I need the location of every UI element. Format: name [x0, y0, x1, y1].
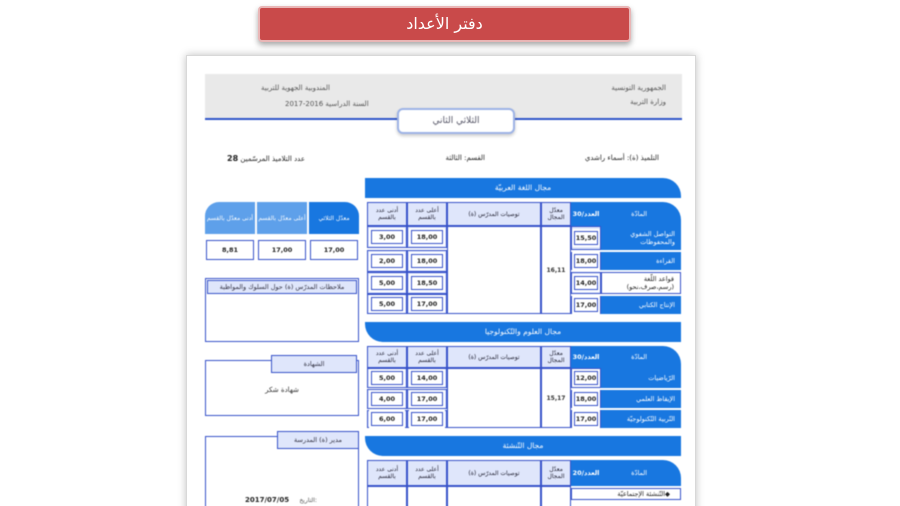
subject-writing: الإنتاج الكتابي [601, 296, 681, 314]
max-technology: 17,00 [411, 412, 443, 426]
max-grammar: 18,50 [411, 276, 443, 290]
section-arabic-title: مجال اللغة العربيّة [365, 178, 681, 198]
summary-block [205, 202, 359, 260]
col-domain-avg-header: معدّل المجال [541, 202, 571, 226]
col-grade-header-2: العدد/30 [571, 346, 601, 368]
enrolled-row [227, 154, 305, 163]
min-math: 5,00 [371, 371, 403, 385]
student-label: التلميذ (ة): [626, 154, 659, 162]
date-value: 2017/07/05 [245, 496, 290, 504]
header-school-line: المندوبية الجهوية للتربية [261, 84, 330, 92]
student-section-row [446, 154, 485, 162]
max-oral: 18,00 [411, 230, 443, 244]
header-ministry-subline: وزارة التربية [630, 98, 666, 106]
summary-header-class-min: أدنى معدّل بالقسم [205, 202, 255, 234]
header-year-line: السنة الدراسية 2016-2017 [285, 100, 369, 108]
bullet-icon: ◆ [665, 490, 670, 498]
max-writing: 17,00 [411, 297, 443, 311]
grade-writing: 17,00 [574, 298, 598, 312]
col-notes-header-3: توصيات المدرّس (ة) [447, 460, 541, 486]
min-reading: 2,00 [371, 254, 403, 268]
director-label: مدير (ة) المدرسة [277, 431, 359, 449]
section-arabic-domain-avg: 16,11 [541, 226, 571, 314]
enrolled-label: عدد التلاميذ المرسّمين [240, 155, 306, 163]
col-subject-header-2: المادّة [571, 346, 681, 368]
col-max-header-2: أعلى عدد بالقسم [407, 346, 447, 368]
max-science: 17,00 [411, 392, 443, 406]
grade-grammar: 14,00 [574, 276, 598, 290]
col-min-header-3: أدنى عدد بالقسم [367, 460, 407, 486]
min-science: 4,00 [371, 392, 403, 406]
summary-value-class-max: 17,00 [258, 240, 306, 260]
section-science-notes [447, 368, 541, 428]
grade-math: 12,00 [574, 371, 598, 385]
student-name: أسماء راشدي [584, 154, 625, 162]
subject-math: الرّياضيات [601, 368, 681, 388]
date-row [245, 496, 317, 504]
section-value: الثالثة [445, 154, 462, 162]
subject-grammar: قواعد اللّغة (رسم،صرف،نحو) [601, 272, 681, 294]
col-min-header: أدنى عدد بالقسم [367, 202, 407, 226]
app-title-banner: دفتر الأعداد [258, 6, 631, 42]
student-name-row [585, 154, 659, 162]
grade-reading: 18,00 [574, 254, 598, 268]
section-arabic-notes [447, 226, 541, 314]
section-science-title: مجال العلوم والتّكنولوجيا [365, 322, 681, 342]
subject-science: الإيقاظ العلمي [601, 390, 681, 408]
enrolled-value: 28 [227, 154, 239, 163]
max-math: 14,00 [411, 371, 443, 385]
min-grammar: 5,00 [371, 276, 403, 290]
subject-social-label: التّنشئة الإجتماعيّة [617, 490, 665, 498]
section-social-domain-avg [541, 486, 571, 506]
subject-social [571, 488, 681, 500]
min-social [367, 486, 407, 506]
report-title: الثلاثي الثاني [397, 108, 515, 134]
min-oral: 3,00 [371, 230, 403, 244]
col-notes-header-2: توصيات المدرّس (ة) [447, 346, 541, 368]
report-document [186, 55, 696, 506]
col-max-header-3: أعلى عدد بالقسم [407, 460, 447, 486]
max-reading: 18,00 [411, 254, 443, 268]
subject-technology: التّربية التّكنولوجيّة [601, 410, 681, 428]
grade-technology: 17,00 [574, 412, 598, 426]
section-social-title: مجال التّنشئة [365, 436, 681, 456]
col-domain-avg-header-3: معدّل المجال [541, 460, 571, 486]
date-label: التاريخ: [299, 497, 317, 504]
section-science-domain-avg: 15,17 [541, 368, 571, 428]
summary-header-class-max: أعلى معدّل بالقسم [257, 202, 307, 234]
min-writing: 5,00 [371, 297, 403, 311]
col-subject-header-3: المادّة [571, 460, 681, 486]
certificate-label: الشهادة [271, 355, 357, 373]
col-grade-header-3: العدد/20 [571, 460, 601, 486]
col-min-header-2: أدنى عدد بالقسم [367, 346, 407, 368]
grade-oral: 15,50 [574, 231, 598, 245]
section-social-notes [447, 486, 541, 506]
summary-value-class-min: 8,81 [206, 240, 254, 260]
certificate-value: شهادة شكر [265, 386, 299, 394]
col-subject-header: المادّة [571, 202, 681, 226]
subject-oral: التواصل الشفوي والمحفوظات [601, 226, 681, 250]
summary-header-term-avg: معدّل الثلاثي [309, 202, 359, 234]
col-domain-avg-header-2: معدّل المجال [541, 346, 571, 368]
header-ministry-line: الجمهورية التونسية [611, 84, 666, 92]
observations-label: ملاحظات المدرّس (ة) حول السلوك والمواظبة [207, 280, 357, 294]
grade-science: 18,00 [574, 392, 598, 406]
col-grade-header: العدد/30 [571, 202, 601, 226]
summary-value-term-avg: 17,00 [310, 240, 358, 260]
max-social [407, 486, 447, 506]
section-label: القسم: [464, 154, 485, 162]
subject-reading: القراءة [601, 252, 681, 270]
col-notes-header: توصيات المدرّس (ة) [447, 202, 541, 226]
col-max-header: أعلى عدد بالقسم [407, 202, 447, 226]
min-technology: 6,00 [371, 412, 403, 426]
